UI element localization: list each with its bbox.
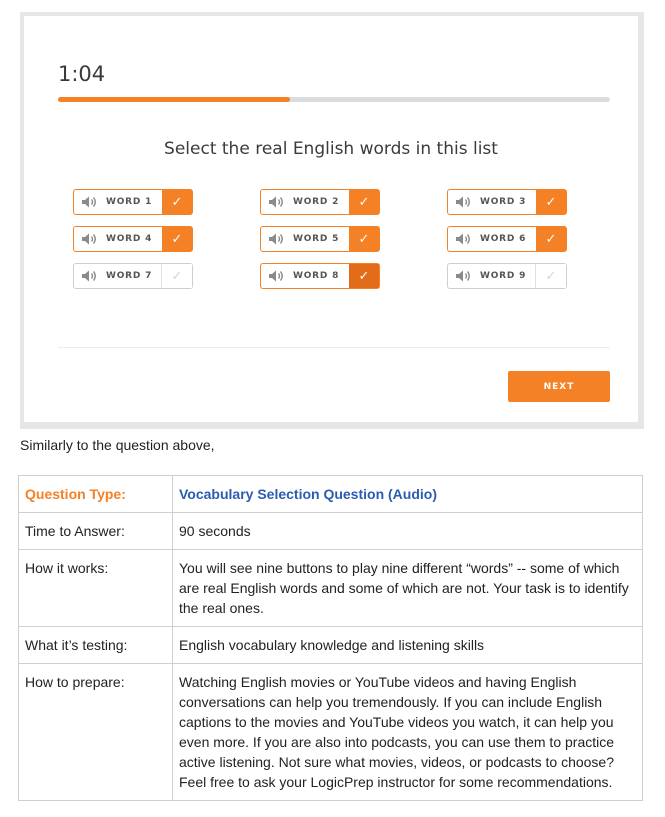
- word-label: WORD 4: [106, 234, 153, 244]
- select-checkbox[interactable]: [535, 264, 566, 288]
- select-checkbox[interactable]: [162, 227, 192, 251]
- divider: [58, 347, 610, 348]
- quiz-card: [24, 16, 638, 422]
- table-value: English vocabulary knowledge and listening skills: [173, 627, 643, 664]
- table-row: [19, 664, 643, 801]
- table-value: Vocabulary Selection Question (Audio): [173, 476, 643, 513]
- progress-fill: [58, 97, 290, 102]
- quiz-frame: [20, 12, 644, 429]
- question-prompt: Select the real English words in this list: [164, 139, 498, 159]
- speaker-icon: [455, 232, 471, 246]
- play-audio-button[interactable]: [74, 227, 162, 251]
- table-key: How it works:: [19, 550, 173, 627]
- word-label: WORD 3: [480, 197, 527, 207]
- checkmark-icon: ✓: [171, 194, 183, 209]
- word-button[interactable]: [447, 263, 567, 289]
- word-label: WORD 9: [480, 271, 527, 281]
- select-checkbox[interactable]: [162, 190, 192, 214]
- word-button[interactable]: [447, 226, 567, 252]
- speaker-icon: [81, 232, 97, 246]
- table-key: Question Type:: [19, 476, 173, 513]
- checkmark-icon: ✓: [171, 268, 183, 283]
- speaker-icon: [455, 195, 471, 209]
- play-audio-button[interactable]: [448, 264, 535, 288]
- select-checkbox[interactable]: [536, 227, 566, 251]
- intro-text: Similarly to the question above,: [20, 437, 215, 453]
- table-value: 90 seconds: [173, 513, 643, 550]
- speaker-icon: [268, 269, 284, 283]
- checkmark-icon: ✓: [545, 268, 557, 283]
- speaker-icon: [268, 195, 284, 209]
- play-audio-button[interactable]: [448, 190, 536, 214]
- word-button[interactable]: [73, 189, 193, 215]
- play-audio-button[interactable]: [261, 264, 349, 288]
- speaker-icon: [455, 269, 471, 283]
- word-button[interactable]: [260, 189, 380, 215]
- word-button[interactable]: [260, 263, 380, 289]
- checkmark-icon: ✓: [545, 194, 557, 209]
- word-label: WORD 5: [293, 234, 340, 244]
- word-button[interactable]: [260, 226, 380, 252]
- play-audio-button[interactable]: [74, 190, 162, 214]
- play-audio-button[interactable]: [261, 190, 349, 214]
- word-label: WORD 2: [293, 197, 340, 207]
- select-checkbox[interactable]: [349, 190, 379, 214]
- table-key: How to prepare:: [19, 664, 173, 801]
- table-row: [19, 550, 643, 627]
- table-value: Watching English movies or YouTube videos and having English conversations can help you tremendously. If you can include English captions to the movies and YouTube videos you watch, it can help you even more. If you are also into podcasts, you can use them to practice active listening. Not sure what movies, videos, or podcasts to choose? Feel free to ask your LogicPrep instructor for some recommendations.: [173, 664, 643, 801]
- table-header-row: [19, 476, 643, 513]
- speaker-icon: [268, 232, 284, 246]
- checkmark-icon: ✓: [358, 194, 370, 209]
- info-table: [18, 475, 643, 801]
- word-label: WORD 7: [106, 271, 153, 281]
- select-checkbox[interactable]: [536, 190, 566, 214]
- table-row: [19, 627, 643, 664]
- speaker-icon: [81, 269, 97, 283]
- speaker-icon: [81, 195, 97, 209]
- table-row: [19, 513, 643, 550]
- word-button[interactable]: [447, 189, 567, 215]
- play-audio-button[interactable]: [448, 227, 536, 251]
- play-audio-button[interactable]: [261, 227, 349, 251]
- word-label: WORD 1: [106, 197, 153, 207]
- word-label: WORD 6: [480, 234, 527, 244]
- word-label: WORD 8: [293, 271, 340, 281]
- play-audio-button[interactable]: [74, 264, 161, 288]
- word-button[interactable]: [73, 226, 193, 252]
- checkmark-icon: ✓: [545, 231, 557, 246]
- checkmark-icon: ✓: [171, 231, 183, 246]
- table-value: You will see nine buttons to play nine different “words” -- some of which are real English words and some of which are not. Your task is to identify the real ones.: [173, 550, 643, 627]
- select-checkbox[interactable]: [349, 264, 379, 288]
- next-button[interactable]: NEXT: [508, 371, 610, 402]
- checkmark-icon: ✓: [358, 268, 370, 283]
- checkmark-icon: ✓: [358, 231, 370, 246]
- select-checkbox[interactable]: [161, 264, 192, 288]
- table-key: Time to Answer:: [19, 513, 173, 550]
- progress-bar: [58, 97, 610, 102]
- select-checkbox[interactable]: [349, 227, 379, 251]
- table-key: What it’s testing:: [19, 627, 173, 664]
- word-button[interactable]: [73, 263, 193, 289]
- timer: 1:04: [58, 62, 106, 86]
